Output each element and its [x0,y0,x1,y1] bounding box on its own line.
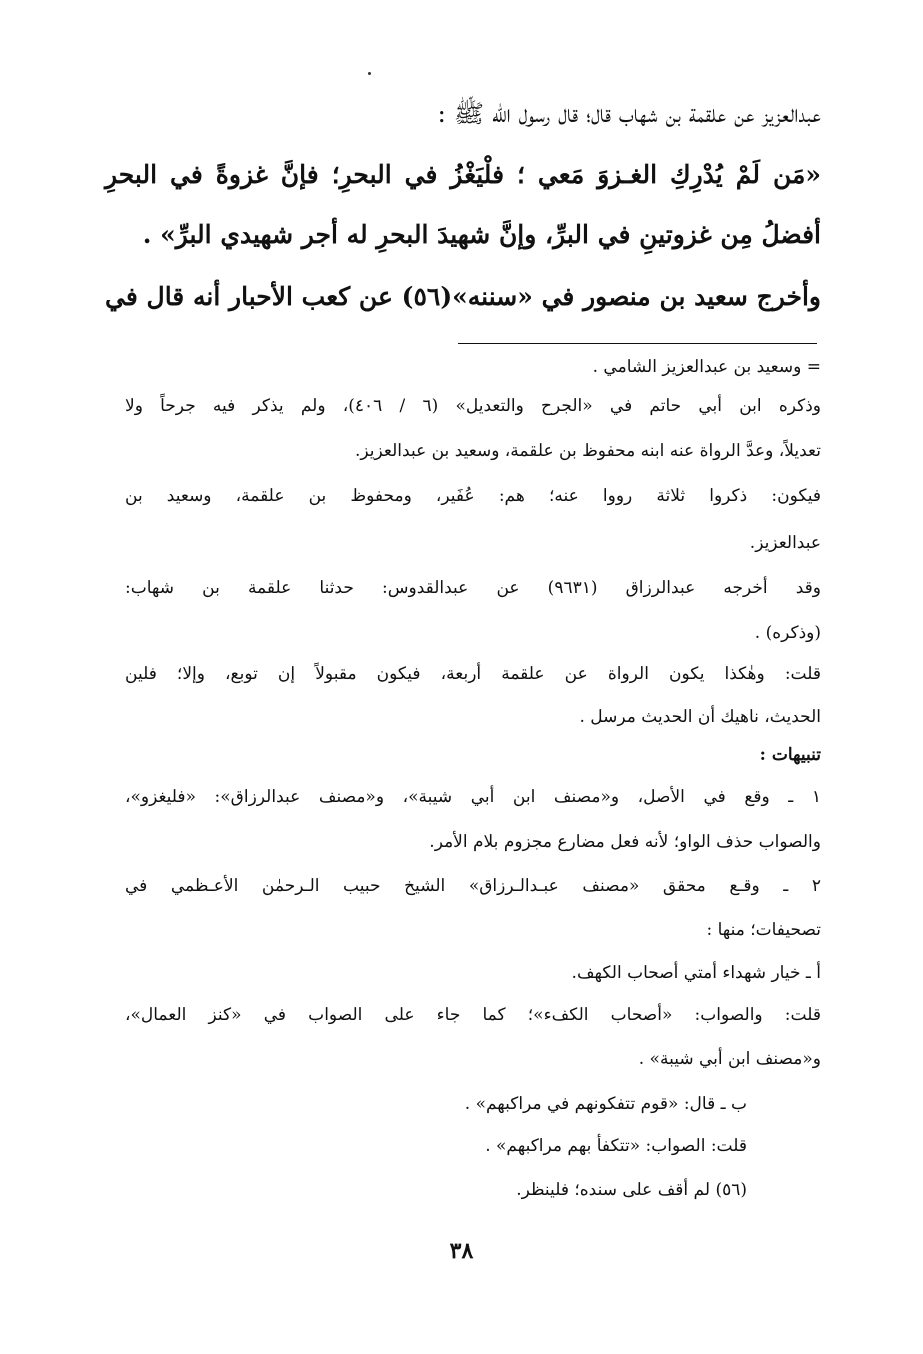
footnote-heading: تنبيهات : [759,745,821,765]
footnote-line: فيكون: ذكروا ثلاثة رووا عنه؛ هم: عُفَير، ومحفوظ بن علقمة، وسعيد بن [125,486,821,506]
footnote-line: الحديث، ناهيك أن الحديث مرسل . [579,707,821,727]
footnote-line: عبدالعزيز. [749,533,821,553]
footnote-56: (٥٦) لم أقف على سنده؛ فلينظر. [516,1180,747,1200]
footnote-line: والصواب حذف الواو؛ لأنه فعل مضارع مجزوم بلام الأمر. [429,832,821,852]
footnote-line: (وذكره) . [754,623,821,643]
footnote-line: و«مصنف ابن أبي شيبة» . [638,1049,821,1069]
page-number: ٣٨ [449,1238,474,1264]
footnote-line: وذكره ابن أبي حاتم في «الجرح والتعديل» (٦ / ٤٠٦)، ولم يذكر فيه جرحاً ولا [125,396,821,416]
footnote-line: أ ـ خيار شهداء أمتي أصحاب الكهف. [571,963,821,983]
footnote-line: قلت: الصواب: «تتكفأ بهم مراكبهم» . [485,1136,747,1156]
footnote-line: ١ ـ وقع في الأصل، و«مصنف ابن أبي شيبة»، و«مصنف عبدالرزاق»: «فليغزو»، [125,787,821,807]
footnote-line: = وسعيد بن عبدالعزيز الشامي . [592,357,821,377]
footnote-line: وقد أخرجه عبدالرزاق (٩٦٣١) عن عبدالقدوس: حدثنا علقمة بن شهاب: [125,578,821,598]
main-line-2: «مَن لَمْ يُدْرِكِ الغـزوَ مَعي ؛ فلْيَغْزُ في البحرِ؛ فإنَّ غزوةً في البحرِ [105,160,821,189]
footnote-line: قلت: وهٰكذا يكون الرواة عن علقمة أربعة، فيكون مقبولاً إن توبع، وإلا؛ فلين [125,664,821,684]
footnote-line: تعديلاً، وعدَّ الرواة عنه ابنه محفوظ بن علقمة، وسعيد بن عبدالعزيز. [355,441,821,461]
footnote-line: تصحيفات؛ منها : [706,920,821,940]
footnote-line: ب ـ قال: «قوم تتفكونهم في مراكبهم» . [464,1094,747,1114]
main-line-4: وأخرج سعيد بن منصور في «سننه»(٥٦) عن كعب الأحبار أنه قال في [105,282,821,311]
main-line-1: عبدالعزيز عن علقمة بن شهاب قال؛ قال رسول الله ﷺ : [437,99,821,128]
speck-mark [368,72,371,75]
footnote-line: ٢ ـ وقـع محقق «مصنف عبـدالـرزاق» الشيخ حبيب الـرحمٰن الأعـظمي في [125,876,821,896]
footnote-separator [458,343,817,344]
main-line-3: أفضلُ مِن غزوتينِ في البرِّ، وإنَّ شهيدَ البحرِ له أجر شهيدي البرِّ» . [142,220,821,249]
footnote-line: قلت: والصواب: «أصحاب الكفء»؛ كما جاء على الصواب في «كنز العمال»، [125,1005,821,1025]
